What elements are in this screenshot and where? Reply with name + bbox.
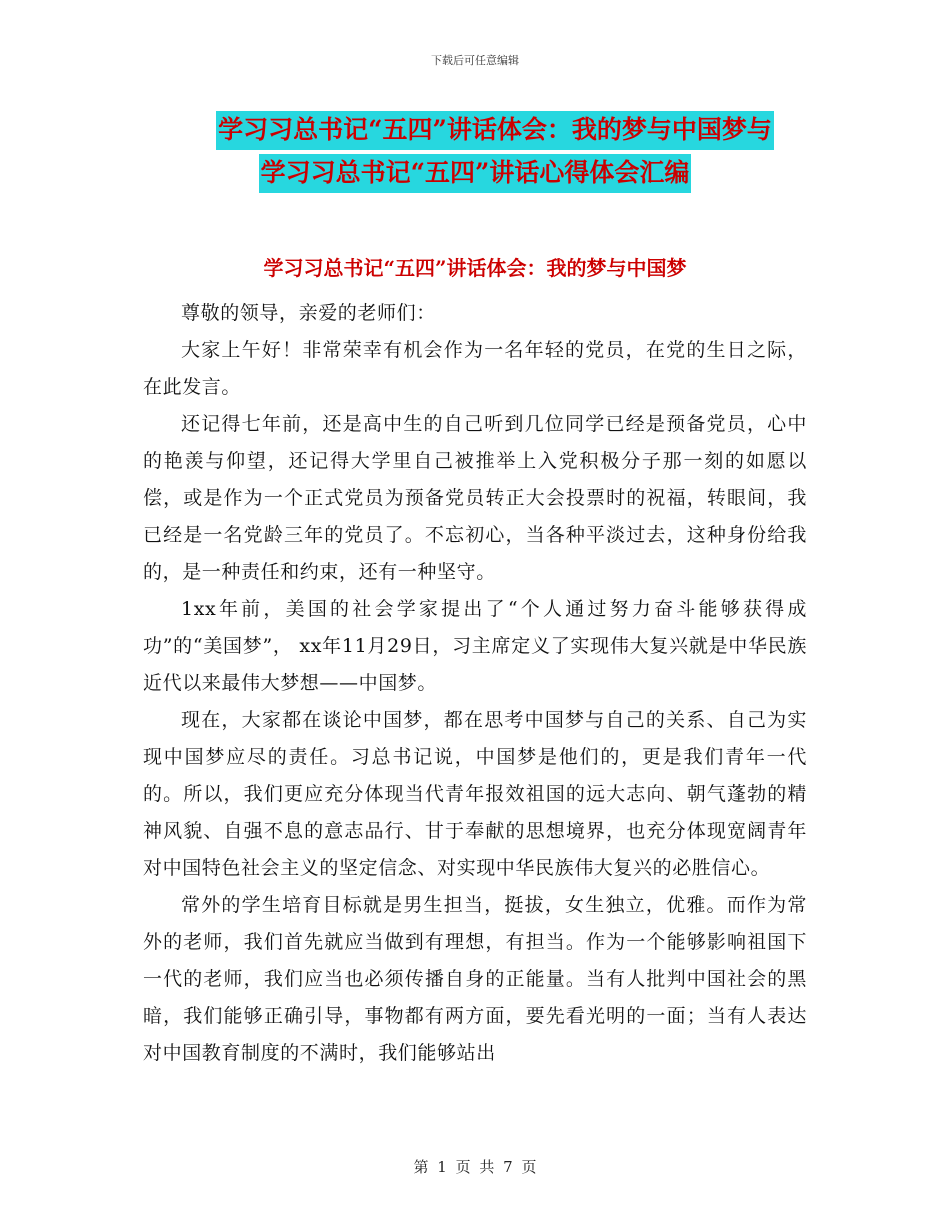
main-title-line-2-text: 学习习总书记“五四”讲话心得体会汇编: [259, 154, 692, 193]
body-paragraph: 还记得七年前，还是高中生的自己听到几位同学已经是预备党员，心中的艳羡与仰望，还记得大学里自己被推举上入党积极分子那一刻的如愿以偿，或是作为一个正式党员为预备党员转正大会投票时的祝福，转眼间，我已经是一名党龄三年的党员了。不忘初心，当各种平淡过去，这种身份给我的，是一种责任和约束，还有一种坚守。: [143, 413, 807, 583]
page-number-footer: 第 1 页 共 7 页: [413, 1158, 537, 1176]
body-paragraph: 尊敬的领导，亲爱的老师们：: [181, 302, 436, 324]
page-header-note: 下载后可任意编辑: [431, 54, 519, 67]
main-title-line-1-text: 学习习总书记“五四”讲话体会：我的梦与中国梦与: [216, 111, 774, 150]
body-paragraph: 现在，大家都在谈论中国梦，都在思考中国梦与自己的关系、自己为实现中国梦应尽的责任。习总书记说，中国梦是他们的，更是我们青年一代的。所以，我们更应充分体现当代青年报效祖国的远大志向、朝气蓬勃的精神风貌、自强不息的意志品行、甘于奉献的思想境界，也充分体现宽阔青年对中国特色社会主义的坚定信念、对实现中华民族伟大复兴的必胜信心。: [143, 709, 807, 879]
body-paragraph: 常外的学生培育目标就是男生担当，挺拔，女生独立，优雅。而作为常外的老师，我们首先就应当做到有理想，有担当。作为一个能够影响祖国下一代的老师，我们应当也必须传播自身的正能量。当有人批判中国社会的黑暗，我们能够正确引导，事物都有两方面，要先看光明的一面；当有人表达对中国教育制度的不满时，我们能够站出: [143, 894, 807, 1064]
body-paragraph: 大家上午好！非常荣幸有机会作为一名年轻的党员，在党的生日之际，在此发言。: [143, 339, 807, 398]
main-title-line-2: [0, 160, 950, 185]
main-title-line-1: [0, 117, 950, 142]
body-paragraph: 1xx年前，美国的社会学家提出了“个人通过努力奋斗能够获得成功”的“美国梦”， xx年11月29日，习主席定义了实现伟大复兴就是中华民族近代以来最伟大梦想——中国梦。: [143, 598, 807, 694]
document-body: [143, 295, 807, 1072]
section-title: 学习习总书记“五四”讲话体会：我的梦与中国梦: [263, 256, 687, 280]
